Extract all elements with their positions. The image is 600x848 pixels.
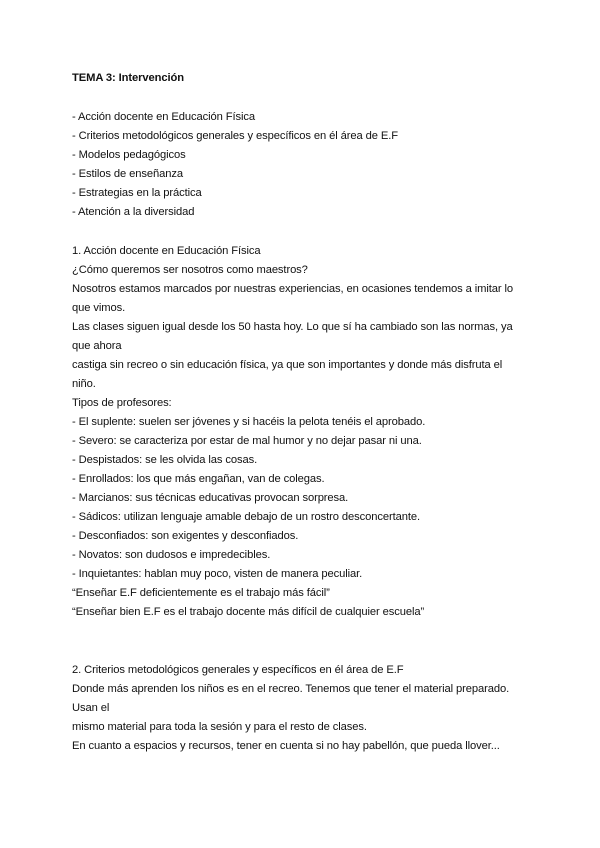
list-item: - Enrollados: los que más engañan, van de colegas. <box>72 473 325 485</box>
outline-item: - Acción docente en Educación Física <box>72 111 255 123</box>
list-item: - Despistados: se les olvida las cosas. <box>72 454 258 466</box>
list-item: - Inquietantes: hablan muy poco, visten de manera peculiar. <box>72 568 363 580</box>
list-item: - Novatos: son dudosos e impredecibles. <box>72 549 271 561</box>
paragraph-line: niño. <box>72 378 96 390</box>
paragraph-line: mismo material para toda la sesión y para el resto de clases. <box>72 721 367 733</box>
quote: “Enseñar bien E.F es el trabajo docente más difícil de cualquier escuela” <box>72 606 425 618</box>
outline-item: - Criterios metodológicos generales y específicos en él área de E.F <box>72 130 398 142</box>
section-heading: 1. Acción docente en Educación Física <box>72 245 261 257</box>
list-item: - Desconfiados: son exigentes y desconfiados. <box>72 530 299 542</box>
paragraph-line: Usan el <box>72 702 110 714</box>
paragraph-line: que ahora <box>72 340 122 352</box>
paragraph-line: Las clases siguen igual desde los 50 hasta hoy. Lo que sí ha cambiado son las normas, ya <box>72 321 513 333</box>
outline-item: - Estilos de enseñanza <box>72 168 183 180</box>
paragraph-line: Tipos de profesores: <box>72 397 172 409</box>
paragraph-line: Donde más aprenden los niños es en el recreo. Tenemos que tener el material preparado. <box>72 683 510 695</box>
list-item: - Sádicos: utilizan lenguaje amable debajo de un rostro desconcertante. <box>72 511 421 523</box>
paragraph-line: castiga sin recreo o sin educación física, ya que son importantes y donde más disfruta el <box>72 359 503 371</box>
list-item: - Marcianos: sus técnicas educativas provocan sorpresa. <box>72 492 349 504</box>
list-item: - Severo: se caracteriza por estar de mal humor y no dejar pasar ni una. <box>72 435 422 447</box>
outline-item: - Estrategias en la práctica <box>72 187 202 199</box>
paragraph-line: Nosotros estamos marcados por nuestras experiencias, en ocasiones tendemos a imitar lo <box>72 283 513 295</box>
list-item: - El suplente: suelen ser jóvenes y si hacéis la pelota tenéis el aprobado. <box>72 416 426 428</box>
paragraph-line: En cuanto a espacios y recursos, tener en cuenta si no hay pabellón, que pueda llover... <box>72 740 500 752</box>
quote: “Enseñar E.F deficientemente es el trabajo más fácil” <box>72 587 330 599</box>
outline-item: - Atención a la diversidad <box>72 206 195 218</box>
outline-item: - Modelos pedagógicos <box>72 149 186 161</box>
paragraph-line: ¿Cómo queremos ser nosotros como maestros? <box>72 264 308 276</box>
page-title: TEMA 3: Intervención <box>72 72 184 84</box>
paragraph-line: que vimos. <box>72 302 126 314</box>
section-heading: 2. Criterios metodológicos generales y específicos en él área de E.F <box>72 664 404 676</box>
